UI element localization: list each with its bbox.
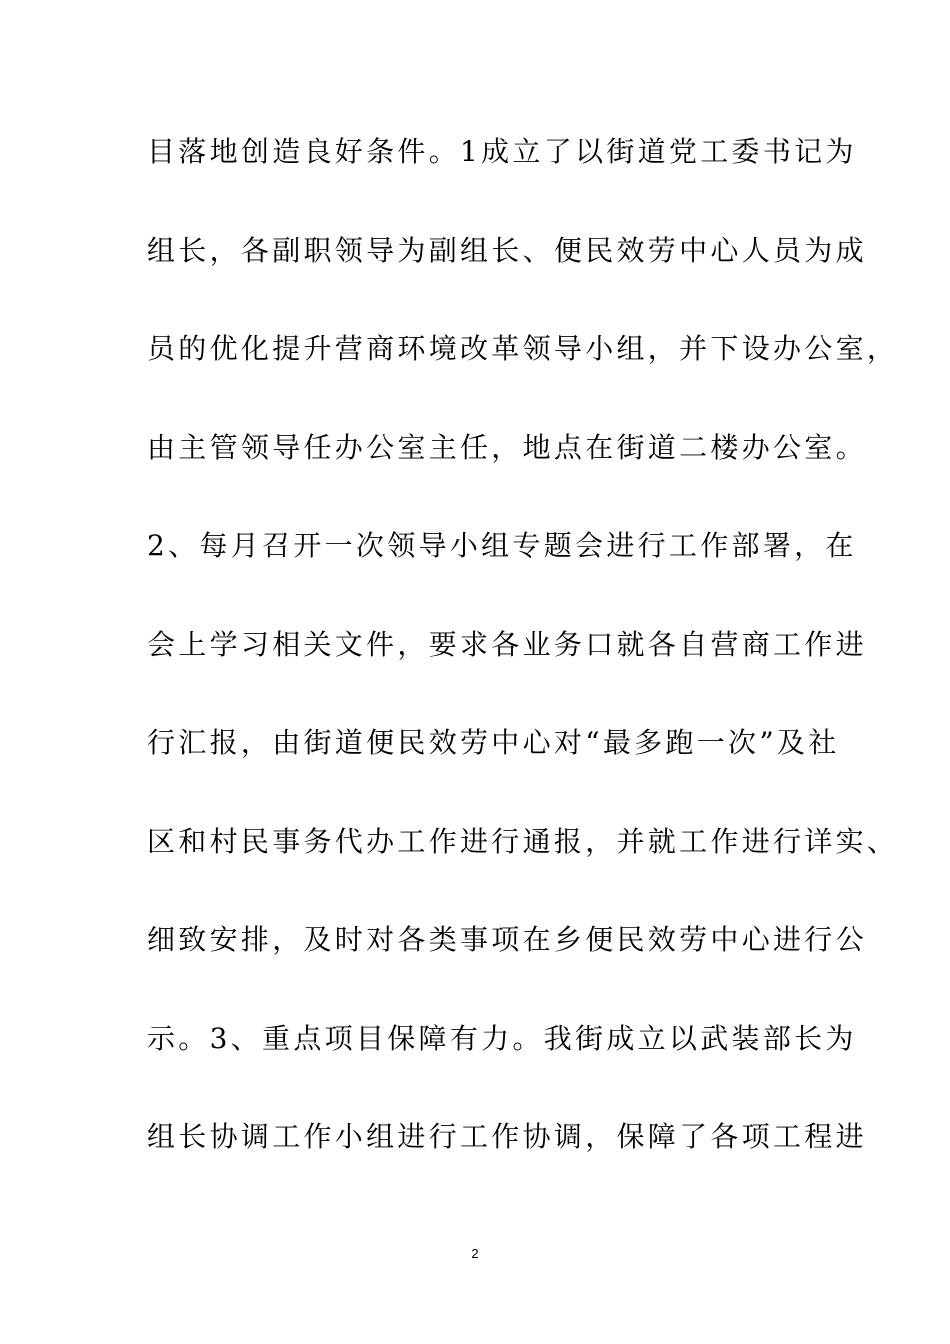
page-number: 2 <box>471 1246 479 1261</box>
text-line: 细致安排，及时对各类事项在乡便民效劳中心进行公 <box>147 923 867 956</box>
text-line: 员的优化提升营商环境改革领导小组，并下设办公室， <box>147 332 899 365</box>
text-line: 组长协调工作小组进行工作协调，保障了各项工程进 <box>147 1120 867 1153</box>
text-line: 区和村民事务代办工作进行通报，并就工作进行详实、 <box>147 824 899 858</box>
text-line: 2、每月召开一次领导小组专题会进行工作部署，在 <box>147 529 857 562</box>
text-line: 示。3、重点项目保障有力。我街成立以武装部长为 <box>147 1021 857 1055</box>
text-line: 组长，各副职领导为副组长、便民效劳中心人员为成 <box>147 233 867 267</box>
text-line: 行汇报，由街道便民效劳中心对“最多跑一次”及社 <box>147 726 840 759</box>
text-line: 目落地创造良好条件。1成立了以街道党工委书记为 <box>147 135 857 168</box>
text-line: 会上学习相关文件，要求各业务口就各自营商工作进 <box>147 627 867 661</box>
body-text <box>147 128 899 1212</box>
text-line: 由主管领导任办公室主任，地点在街道二楼办公室。 <box>147 430 867 464</box>
